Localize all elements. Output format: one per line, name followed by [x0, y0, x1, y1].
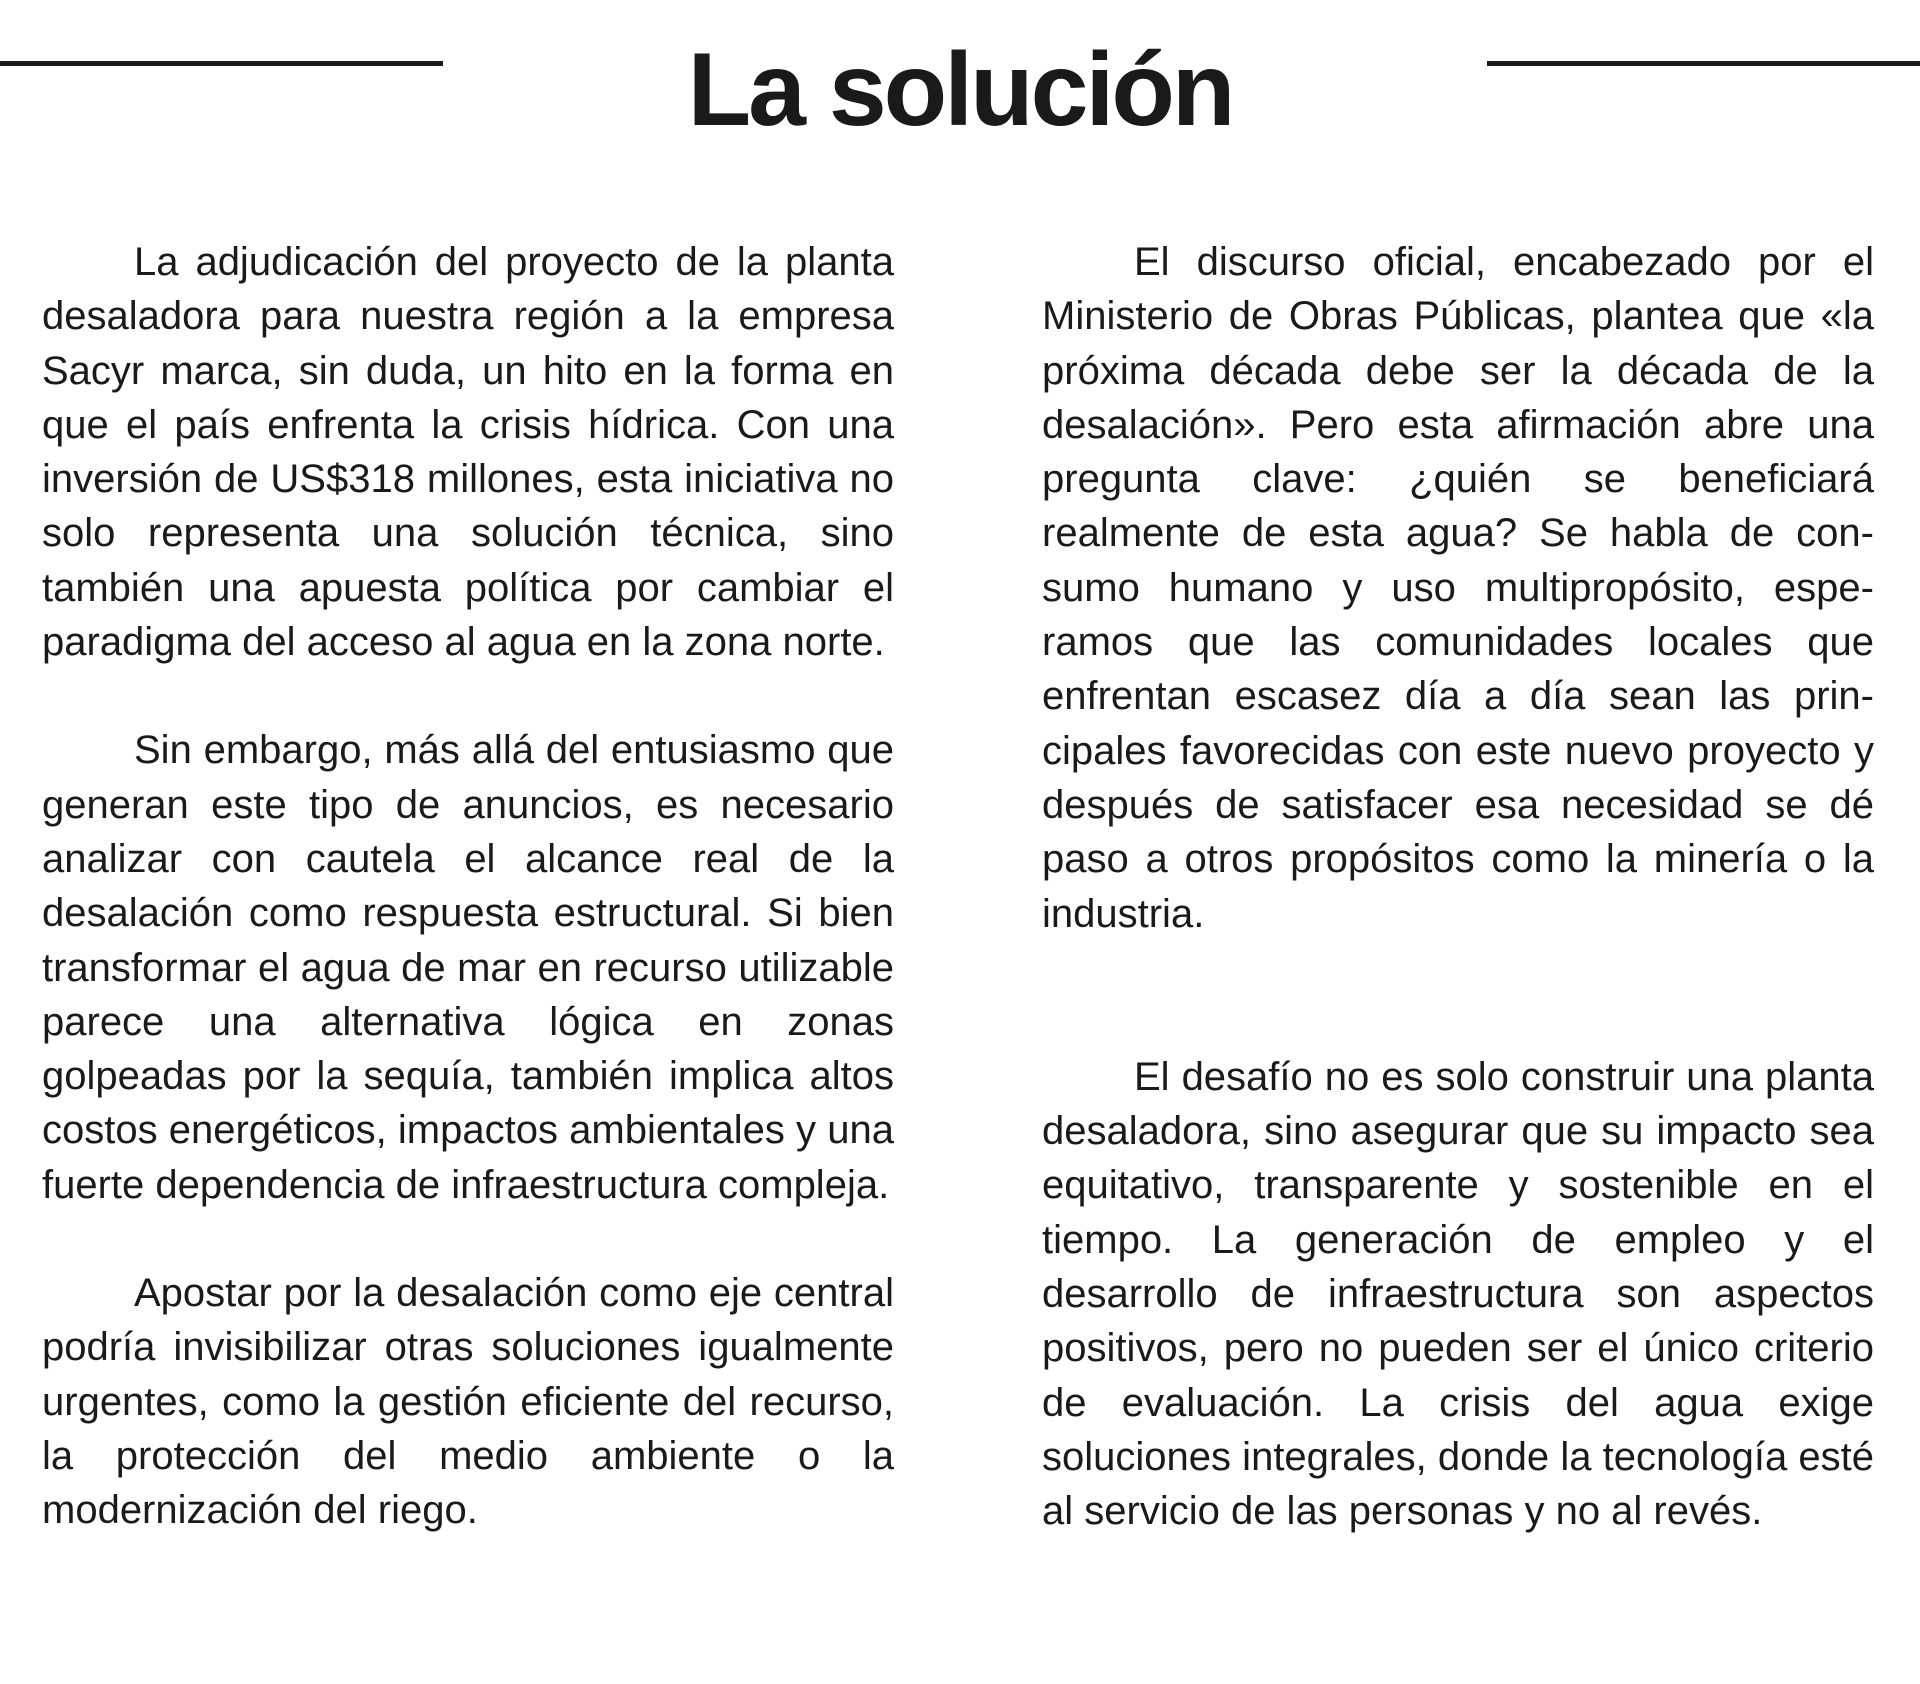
paragraph: Sin embargo, más allá del entusiasmo que generan este tipo de anuncios, es necesario analizar con cautela el alcance real de la desalación como respuesta estructural. Si bien transformar el agua de mar en recurso utilizable parece una alternativa lógica en zonas golpeadas por la sequía, también implica altos costos energéticos, impactos ambientales y una fuerte dependencia de infraestructura compleja. — [42, 728, 894, 1207]
page-title: La solución — [687, 32, 1233, 148]
paragraph: El desafío no es solo construir una planta desaladora, sino asegurar que su impacto sea equitativo, transparente y sostenible en el tiempo. La generación de empleo y el desarrollo de infraestructura son aspectos positivos, pero no pueden ser el único criterio de evaluación. La crisis del agua exige soluciones integrales, donde la tecnología esté al servicio de las personas y no al revés. — [1042, 1054, 1874, 1534]
paragraph: La adjudicación del proyecto de la planta desaladora para nuestra región a la empresa Sacyr marca, sin duda, un hito en la forma en que el país enfrenta la crisis hídrica. Con una inversión de US$318 millones, esta iniciativa no solo representa una solución técnica, sino también una apuesta política por cambiar el paradigma del acceso al agua en la zona norte. — [42, 240, 894, 665]
paragraph: El discurso oficial, encabezado por el Ministerio de Obras Públicas, plantea que «la próxima década debe ser la década de la desalación». Pero esta afirmación abre una pregunta clave: ¿quién se beneficiará realmente de esta agua? Se habla de consumo humano y uso multipropósito, esperamos que las comunidades locales que enfrentan escasez día a día sean las principales favorecidas con este nuevo proyecto y después de satisfacer esa necesidad se dé paso a otros propósitos como la minería o la industria. — [1042, 240, 1874, 936]
left-column — [42, 235, 894, 1538]
paragraph: Apostar por la desalación como eje central podría invisibilizar otras soluciones igualmente urgentes, como la gestión eficiente del recurso, la protección del medio ambiente o la modernización del riego. — [42, 1271, 894, 1533]
right-column — [1042, 235, 1874, 1539]
